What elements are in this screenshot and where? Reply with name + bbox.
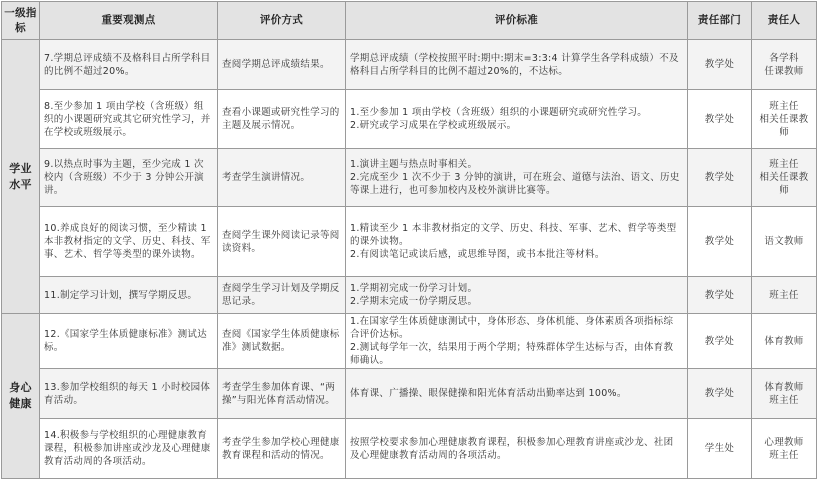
observation-point: 7.学期总评成绩不及格科目占所学科目的比例不超过20%。	[40, 40, 218, 90]
header-standard: 评价标准	[346, 2, 688, 40]
evaluation-method: 考查学生参加体育课、“两操”与阳光体育活动情况。	[218, 369, 346, 419]
observation-point: 9.以热点时事为主题，至少完成 1 次校内（含班级）不少于 3 分钟公开演讲。	[40, 149, 218, 207]
criterion-line: 2.研究或学习成果在学校或班级展示。	[350, 120, 517, 131]
person-line: 体育教师	[764, 335, 804, 347]
person-line: 体育教师	[764, 381, 804, 393]
criterion-line: 1.演讲主题与热点时事相关。	[350, 159, 478, 170]
evaluation-standard	[346, 207, 688, 277]
person-line: 班主任	[769, 159, 799, 170]
responsible-person	[752, 419, 817, 479]
header-points: 重要观测点	[40, 2, 218, 40]
person-line: 任课教师	[764, 65, 804, 77]
observation-point: 13.参加学校组织的每天 1 小时校园体育活动。	[40, 369, 218, 419]
evaluation-table	[1, 1, 817, 479]
criterion-line: 1.学期初完成一份学习计划。	[350, 283, 478, 294]
table-row	[2, 40, 817, 90]
evaluation-method: 考查学生演讲情况。	[218, 149, 346, 207]
criterion-line: 按照学校要求参加心理健康教育课程，积极参加心理教育讲座或沙龙、社团及心理健康教育活动周的各项活动。	[350, 436, 674, 461]
responsible-dept: 教学处	[688, 40, 752, 90]
observation-point: 12.《国家学生体质健康标准》测试达标。	[40, 314, 218, 369]
responsible-dept: 教学处	[688, 369, 752, 419]
criterion-line: 2.学期末完成一份学期反思。	[350, 296, 478, 307]
header-method: 评价方式	[218, 2, 346, 40]
header-row	[2, 2, 817, 40]
criterion-line: 1.在国家学生体质健康测试中，身体形态、身体机能、身体素质各项指标综合评价达标。	[350, 316, 674, 340]
criterion-line: 体育课、广播操、眼保健操和阳光体育活动出勤率达到 100%。	[350, 388, 627, 399]
person-line: 班主任	[769, 449, 799, 461]
table-row	[2, 207, 817, 277]
evaluation-method: 查看小课题或研究性学习的主题及展示情况。	[218, 90, 346, 149]
evaluation-standard	[346, 90, 688, 149]
responsible-person	[752, 369, 817, 419]
evaluation-standard	[346, 314, 688, 369]
person-line: 相关任课教师	[759, 113, 809, 138]
observation-point: 8.至少参加 1 项由学校（含班级）组织的小课题研究或其它研究性学习，并在学校或班级展示。	[40, 90, 218, 149]
evaluation-method: 考查学生参加学校心理健康教育课程和活动的情况。	[218, 419, 346, 479]
table-row	[2, 149, 817, 207]
evaluation-standard	[346, 369, 688, 419]
person-line: 各学科	[769, 52, 799, 64]
responsible-person	[752, 90, 817, 149]
level-label-health: 身心健康	[2, 314, 40, 479]
table-row	[2, 277, 817, 314]
person-line: 心理教师	[764, 436, 804, 448]
responsible-person	[752, 149, 817, 207]
table-row	[2, 90, 817, 149]
level-label-academic: 学业水平	[2, 40, 40, 314]
evaluation-standard	[346, 40, 688, 90]
criterion-line: 2.有阅读笔记或读后感，或思维导图，或书本批注等材料。	[350, 249, 605, 260]
responsible-dept: 教学处	[688, 90, 752, 149]
header-dept: 责任部门	[688, 2, 752, 40]
evaluation-method: 查阅学期总评成绩结果。	[218, 40, 346, 90]
criterion-line: 学期总评成绩（学校按照平时:期中:期末=3:3:4 计算学生各学科成绩）不及格科目占所学科目的比例不超过20%的，不达标。	[350, 52, 679, 77]
header-person: 责任人	[752, 2, 817, 40]
person-line: 相关任课教师	[759, 172, 809, 196]
observation-point: 14.积极参与学校组织的心理健康教育课程，积极参加讲座或沙龙及心理健康教育活动周的各项活动。	[40, 419, 218, 479]
evaluation-method: 查阅《国家学生体质健康标准》测试数据。	[218, 314, 346, 369]
responsible-dept: 教学处	[688, 277, 752, 314]
person-line: 班主任	[769, 100, 799, 112]
evaluation-standard	[346, 277, 688, 314]
person-line: 班主任	[769, 394, 799, 406]
responsible-dept: 教学处	[688, 207, 752, 277]
table-row	[2, 419, 817, 479]
criterion-line: 1.至少参加 1 项由学校（含班级）组织的小课题研究或研究性学习。	[350, 107, 648, 118]
observation-point: 11.制定学习计划，撰写学期反思。	[40, 277, 218, 314]
evaluation-method: 查阅学生学习计划及学期反思记录。	[218, 277, 346, 314]
responsible-dept: 教学处	[688, 149, 752, 207]
criterion-line: 2.完成至少 1 次不少于 3 分钟的演讲，可在班会、道德与法治、语文、历史等课上进行，也可参加校内及校外演讲比赛等。	[350, 172, 680, 196]
person-line: 语文教师	[764, 236, 804, 247]
responsible-dept: 学生处	[688, 419, 752, 479]
responsible-person	[752, 207, 817, 277]
observation-point: 10.养成良好的阅读习惯，至少精读 1 本非教材指定的文学、历史、科技、军事、艺术、哲学等类型的课外读物。	[40, 207, 218, 277]
responsible-person	[752, 40, 817, 90]
responsible-person	[752, 277, 817, 314]
evaluation-standard	[346, 149, 688, 207]
criterion-line: 1.精读至少 1 本非教材指定的文学、历史、科技、军事、艺术、哲学等类型的课外读物。	[350, 223, 677, 247]
criterion-line: 2.测试每学年一次，结果用于两个学期；特殊群体学生达标与否，由体育教师确认。	[350, 342, 674, 366]
responsible-dept: 教学处	[688, 314, 752, 369]
person-line: 班主任	[769, 289, 799, 301]
table-row	[2, 369, 817, 419]
responsible-person	[752, 314, 817, 369]
evaluation-standard	[346, 419, 688, 479]
evaluation-method: 查阅学生课外阅读记录等阅读资料。	[218, 207, 346, 277]
header-level: 一级指标	[2, 2, 40, 40]
table-row	[2, 314, 817, 369]
